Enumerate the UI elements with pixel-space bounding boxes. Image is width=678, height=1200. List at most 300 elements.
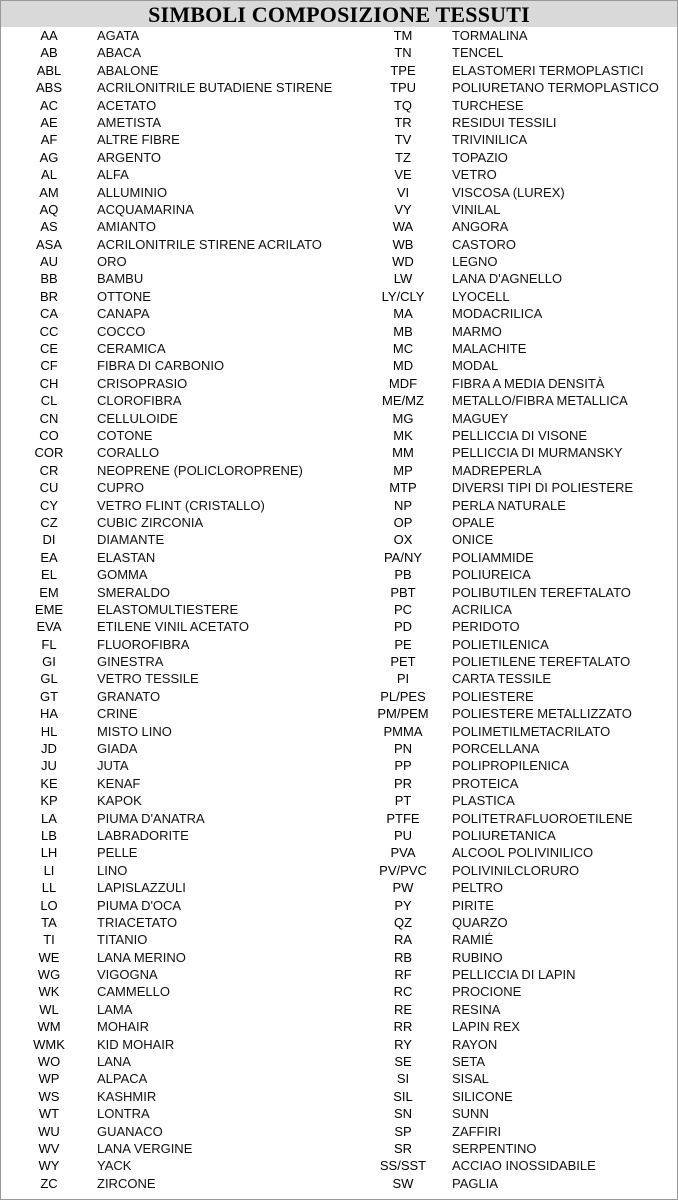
symbol-code: SE [394,1054,412,1070]
material-name: ZAFFIRI [452,1123,502,1139]
symbol-code: LA [41,810,57,826]
material-name: ACRILONITRILE STIRENE ACRILATO [97,236,322,252]
symbol-code: OX [393,532,413,548]
symbol-code: PP [394,758,412,774]
material-name: POLIESTERE [452,688,534,704]
material-name: ACRILICA [452,601,512,617]
symbol-code: PR [393,775,413,791]
material-name: VETRO FLINT (CRISTALLO) [97,497,265,513]
symbol-code: TN [394,45,412,61]
table-row [1,1070,677,1087]
material-name: CASTORO [452,236,517,252]
symbol-code: LW [393,271,413,287]
symbol-code: RA [393,932,413,948]
material-name: ANGORA [452,219,509,235]
symbol-code: CE [39,341,59,357]
symbol-code: ME/MZ [382,393,424,409]
symbol-code: WY [38,1158,60,1174]
material-name: COCCO [97,323,146,339]
symbol-code: EVA [36,619,62,635]
symbol-code: AU [39,254,59,270]
symbol-code: HA [39,706,59,722]
material-name: PIRITE [452,897,494,913]
symbol-code: MP [393,462,413,478]
material-name: ELASTOMULTIESTERE [97,601,239,617]
symbol-code: QZ [393,914,413,930]
symbol-code: WG [37,967,61,983]
symbol-code: JD [41,741,57,757]
table-row [1,427,677,444]
table-row [1,340,677,357]
material-name: AGATA [97,28,140,43]
table-row [1,149,677,166]
symbol-code: GT [39,688,59,704]
material-name: CUPRO [97,480,144,496]
material-name: LABRADORITE [97,827,189,843]
material-name: SERPENTINO [452,1141,537,1156]
material-name: CELLULOIDE [97,410,178,426]
material-name: PERIDOTO [452,619,520,635]
material-name: TURCHESE [452,97,524,113]
table-row [1,392,677,409]
table-row [1,879,677,896]
symbol-code: PV/PVC [379,862,427,878]
table-row [1,949,677,966]
symbol-code: RE [393,1001,413,1017]
symbol-code: ASA [35,236,62,252]
symbol-code: WL [39,1001,59,1017]
material-name: POLIURETANO TERMOPLASTICO [452,80,659,96]
material-name: DIAMANTE [97,532,165,548]
material-name: MARMO [452,323,502,339]
symbol-code: BB [40,271,58,287]
material-name: COTONE [97,427,153,443]
material-name: RESIDUI TESSILI [452,114,557,130]
material-name: FIBRA DI CARBONIO [97,358,225,374]
table-row [1,636,677,653]
symbol-code: KE [40,775,58,791]
symbol-code: PE [394,636,412,652]
material-name: GIADA [97,741,138,757]
material-name: ACCIAO INOSSIDABILE [452,1158,596,1174]
table-row [1,79,677,96]
material-name: PIUMA D'OCA [97,897,182,913]
material-name: MALACHITE [452,341,527,357]
material-name: NEOPRENE (POLICLOROPRENE) [97,462,303,478]
material-name: PAGLIA [452,1175,499,1191]
symbol-code: SW [392,1175,414,1191]
material-name: PELLICCIA DI MURMANSKY [452,445,623,461]
symbol-code: OP [393,514,413,530]
material-name: RAMIÉ [452,932,494,948]
symbol-code: PC [393,601,413,617]
material-name: PELLICCIA DI VISONE [452,427,588,443]
material-name: PLASTICA [452,793,515,809]
material-name: PROTEICA [452,775,519,791]
table-row [1,757,677,774]
material-name: KID MOHAIR [97,1036,175,1052]
symbol-code: LI [43,862,55,878]
page-title: SIMBOLI COMPOSIZIONE TESSUTI [1,1,677,27]
material-name: LYOCELL [452,288,510,304]
material-name: ALPACA [97,1071,148,1087]
table-row [1,862,677,879]
material-name: MOHAIR [97,1019,149,1035]
symbol-code: RF [394,967,412,983]
material-name: POLIVINILCLORURO [452,862,580,878]
table-row [1,410,677,427]
material-name: CERAMICA [97,341,166,357]
material-name: ZIRCONE [97,1175,156,1191]
material-name: VISCOSA (LUREX) [452,184,565,200]
symbol-code: PTFE [386,810,420,826]
symbol-code: WM [37,1019,61,1035]
symbol-code: TV [394,132,412,148]
material-name: ACRILONITRILE BUTADIENE STIRENE [97,80,333,96]
symbol-code: EM [39,584,59,600]
material-name: ALLUMINIO [97,184,168,200]
symbol-code: MG [392,410,414,426]
symbol-code: WB [392,236,414,252]
table-row [1,931,677,948]
material-name: GRANATO [97,688,161,704]
material-name: CARTA TESSILE [452,671,551,687]
material-name: OPALE [452,514,495,530]
table-row [1,44,677,61]
material-name: ELASTOMERI TERMOPLASTICI [452,62,644,78]
material-name: MODACRILICA [452,306,543,322]
table-row [1,897,677,914]
symbol-code: PM/PEM [377,706,429,722]
table-row [1,584,677,601]
table-row [1,201,677,218]
symbol-code: AS [40,219,58,235]
table-row [1,305,677,322]
material-name: LONTRA [97,1106,150,1122]
material-name: PELTRO [452,880,504,896]
table-row [1,514,677,531]
table-row [1,166,677,183]
symbol-code: ABL [36,62,62,78]
symbol-code: PN [393,741,413,757]
symbol-code: RY [394,1036,412,1052]
symbol-code: BR [39,288,59,304]
material-name: ABACA [97,45,142,61]
material-name: ACETATO [97,97,157,113]
material-name: SILICONE [452,1088,513,1104]
symbol-code: PA/NY [383,549,423,565]
material-name: TOPAZIO [452,149,508,165]
material-name: LANA [97,1054,131,1070]
symbol-code: PD [393,619,413,635]
material-name: ONICE [452,532,494,548]
table-row [1,62,677,79]
table-row [1,1157,677,1174]
material-name: GINESTRA [97,654,164,670]
symbol-code: EME [34,601,64,617]
material-name: OTTONE [97,288,151,304]
table-row [1,983,677,1000]
table-row [1,1105,677,1122]
material-name: MADREPERLA [452,462,542,478]
symbol-code: WV [38,1141,60,1156]
material-name: AMIANTO [97,219,156,235]
symbol-code: PMMA [383,723,423,739]
material-name: ABALONE [97,62,159,78]
material-name: MAGUEY [452,410,509,426]
material-name: LAPISLAZZULI [97,880,186,896]
table-row [1,810,677,827]
material-name: VETRO TESSILE [97,671,199,687]
symbol-code: AG [39,149,59,165]
symbols-table [1,27,677,1192]
material-name: SMERALDO [97,584,170,600]
material-name: YACK [97,1158,132,1174]
symbol-code: MB [393,323,413,339]
symbol-code: TI [43,932,55,948]
symbol-code: WMK [33,1036,65,1052]
symbol-code: PET [390,654,416,670]
material-name: LEGNO [452,254,498,270]
table-row [1,740,677,757]
symbol-code: VI [396,184,410,200]
table-row [1,827,677,844]
symbol-code: GI [42,654,56,670]
material-name: CLOROFIBRA [97,393,182,409]
table-row [1,688,677,705]
table-row [1,1018,677,1035]
material-name: BAMBU [97,271,144,287]
material-name: VIGOGNA [97,967,158,983]
table-row [1,444,677,461]
material-name: ARGENTO [97,149,162,165]
material-name: VINILAL [452,201,501,217]
symbol-code: RB [393,949,413,965]
symbol-code: TR [394,114,412,130]
symbol-code: PBT [390,584,416,600]
table-row [1,1175,677,1192]
symbol-code: KP [40,793,58,809]
symbol-code: MDF [388,375,418,391]
symbol-code: LY/CLY [381,288,425,304]
symbol-code: CF [40,358,58,374]
symbol-code: SR [393,1141,413,1156]
symbol-code: VE [394,167,412,183]
symbol-code: PU [393,827,413,843]
table-row [1,618,677,635]
symbol-code: PB [394,567,412,583]
material-name: POLIBUTILEN TEREFTALATO [452,584,631,600]
material-name: LAMA [97,1001,133,1017]
material-name: TITANIO [97,932,148,948]
material-name: POLIUREICA [452,567,531,583]
table-row [1,270,677,287]
symbol-code: AC [39,97,59,113]
material-name: CRISOPRASIO [97,375,188,391]
symbol-code: EL [41,567,57,583]
table-row [1,497,677,514]
material-name: TENCEL [452,45,504,61]
table-row [1,131,677,148]
symbol-code: LO [40,897,58,913]
table-row [1,566,677,583]
symbol-code: TZ [395,149,411,165]
symbol-code: AL [41,167,57,183]
material-name: KAPOK [97,793,142,809]
material-name: POLIPROPILENICA [452,758,570,774]
material-name: CANAPA [97,306,150,322]
material-name: TRIACETATO [97,914,178,930]
symbol-code: SI [396,1071,410,1087]
material-name: POLIMETILMETACRILATO [452,723,611,739]
symbol-code: AQ [39,201,59,217]
material-name: LANA MERINO [97,949,186,965]
table-row [1,792,677,809]
symbol-code: CU [39,480,59,496]
material-name: LINO [97,862,128,878]
symbol-code: VY [394,201,412,217]
material-name: FLUOROFIBRA [97,636,190,652]
material-name: CORALLO [97,445,160,461]
material-name: FIBRA A MEDIA DENSITÀ [452,375,605,391]
symbol-code: PW [392,880,414,896]
table-row [1,775,677,792]
symbol-code: TA [41,914,57,930]
table-row [1,479,677,496]
material-name: GUANACO [97,1123,163,1139]
table-row [1,1036,677,1053]
symbol-code: MTP [389,480,417,496]
table-row [1,97,677,114]
material-name: PROCIONE [452,984,522,1000]
symbol-code: GL [40,671,58,687]
material-name: PERLA NATURALE [452,497,566,513]
table-row [1,1001,677,1018]
symbol-code: MK [393,427,413,443]
symbol-code: NP [393,497,413,513]
material-name: AMETISTA [97,114,162,130]
table-row [1,705,677,722]
symbol-code: WE [38,949,60,965]
symbol-code: CC [39,323,59,339]
material-name: TRIVINILICA [452,132,528,148]
table-row [1,601,677,618]
material-name: CRINE [97,706,138,722]
table-row [1,27,677,44]
symbol-code: TPU [390,80,416,96]
material-name: ALTRE FIBRE [97,132,180,148]
table-row [1,966,677,983]
material-name: ORO [97,254,127,270]
symbol-code: TPE [390,62,416,78]
table-row [1,1140,677,1157]
material-name: ALCOOL POLIVINILICO [452,845,594,861]
table-row [1,462,677,479]
material-name: ELASTAN [97,549,156,565]
symbol-code: WS [38,1088,60,1104]
material-name: RESINA [452,1001,501,1017]
material-name: POLIETILENICA [452,636,549,652]
symbol-code: ZC [40,1175,58,1191]
symbol-code: HL [40,723,58,739]
symbol-code: MD [392,358,414,374]
table-row [1,323,677,340]
symbol-code: PY [394,897,412,913]
material-name: QUARZO [452,914,508,930]
material-name: CUBIC ZIRCONIA [97,514,204,530]
table-row [1,914,677,931]
material-name: RAYON [452,1036,498,1052]
table-row [1,288,677,305]
symbol-code: AF [40,132,58,148]
table-row [1,375,677,392]
material-name: POLIESTERE METALLIZZATO [452,706,632,722]
material-name: SISAL [452,1071,489,1087]
symbol-code: TM [393,28,413,43]
symbol-code: MC [392,341,414,357]
table-row [1,357,677,374]
material-name: LANA D'AGNELLO [452,271,563,287]
material-name: TORMALINA [452,28,528,43]
symbol-code: AE [40,114,58,130]
table-row [1,670,677,687]
material-name: KASHMIR [97,1088,157,1104]
symbol-code: RR [393,1019,413,1035]
symbol-code: JU [41,758,57,774]
material-name: POLIURETANICA [452,827,556,843]
symbol-code: CL [40,393,58,409]
symbol-code: WA [392,219,414,235]
material-name: GOMMA [97,567,148,583]
material-name: KENAF [97,775,141,791]
symbol-code: MM [392,445,414,461]
table-row [1,218,677,235]
symbol-code: PVA [390,845,416,861]
material-name: ALFA [97,167,129,183]
symbol-code: LL [41,880,57,896]
symbol-code: SP [394,1123,412,1139]
symbol-code: LH [40,845,58,861]
table-row [1,1123,677,1140]
material-name: JUTA [97,758,129,774]
material-name: METALLO/FIBRA METALLICA [452,393,628,409]
material-name: POLITETRAFLUOROETILENE [452,810,633,826]
symbol-code: RC [393,984,413,1000]
symbol-code: AA [40,28,58,43]
symbol-code: EA [40,549,58,565]
material-name: LAPIN REX [452,1019,520,1035]
material-name: POLIAMMIDE [452,549,534,565]
symbol-code: WK [38,984,60,1000]
symbol-code: CN [39,410,59,426]
material-name: PORCELLANA [452,741,540,757]
table-row [1,531,677,548]
symbol-code: TQ [393,97,413,113]
material-name: ACQUAMARINA [97,201,194,217]
material-name: PELLICCIA DI LAPIN [452,967,576,983]
symbol-code: AM [39,184,59,200]
table-row [1,253,677,270]
symbol-code: LB [41,827,57,843]
material-name: RUBINO [452,949,503,965]
symbol-code: CZ [40,514,58,530]
material-name: PELLE [97,845,138,861]
symbol-code: CH [39,375,59,391]
material-name: MISTO LINO [97,723,172,739]
symbol-code: WO [37,1054,61,1070]
material-name: VETRO [452,167,497,183]
table-row [1,844,677,861]
